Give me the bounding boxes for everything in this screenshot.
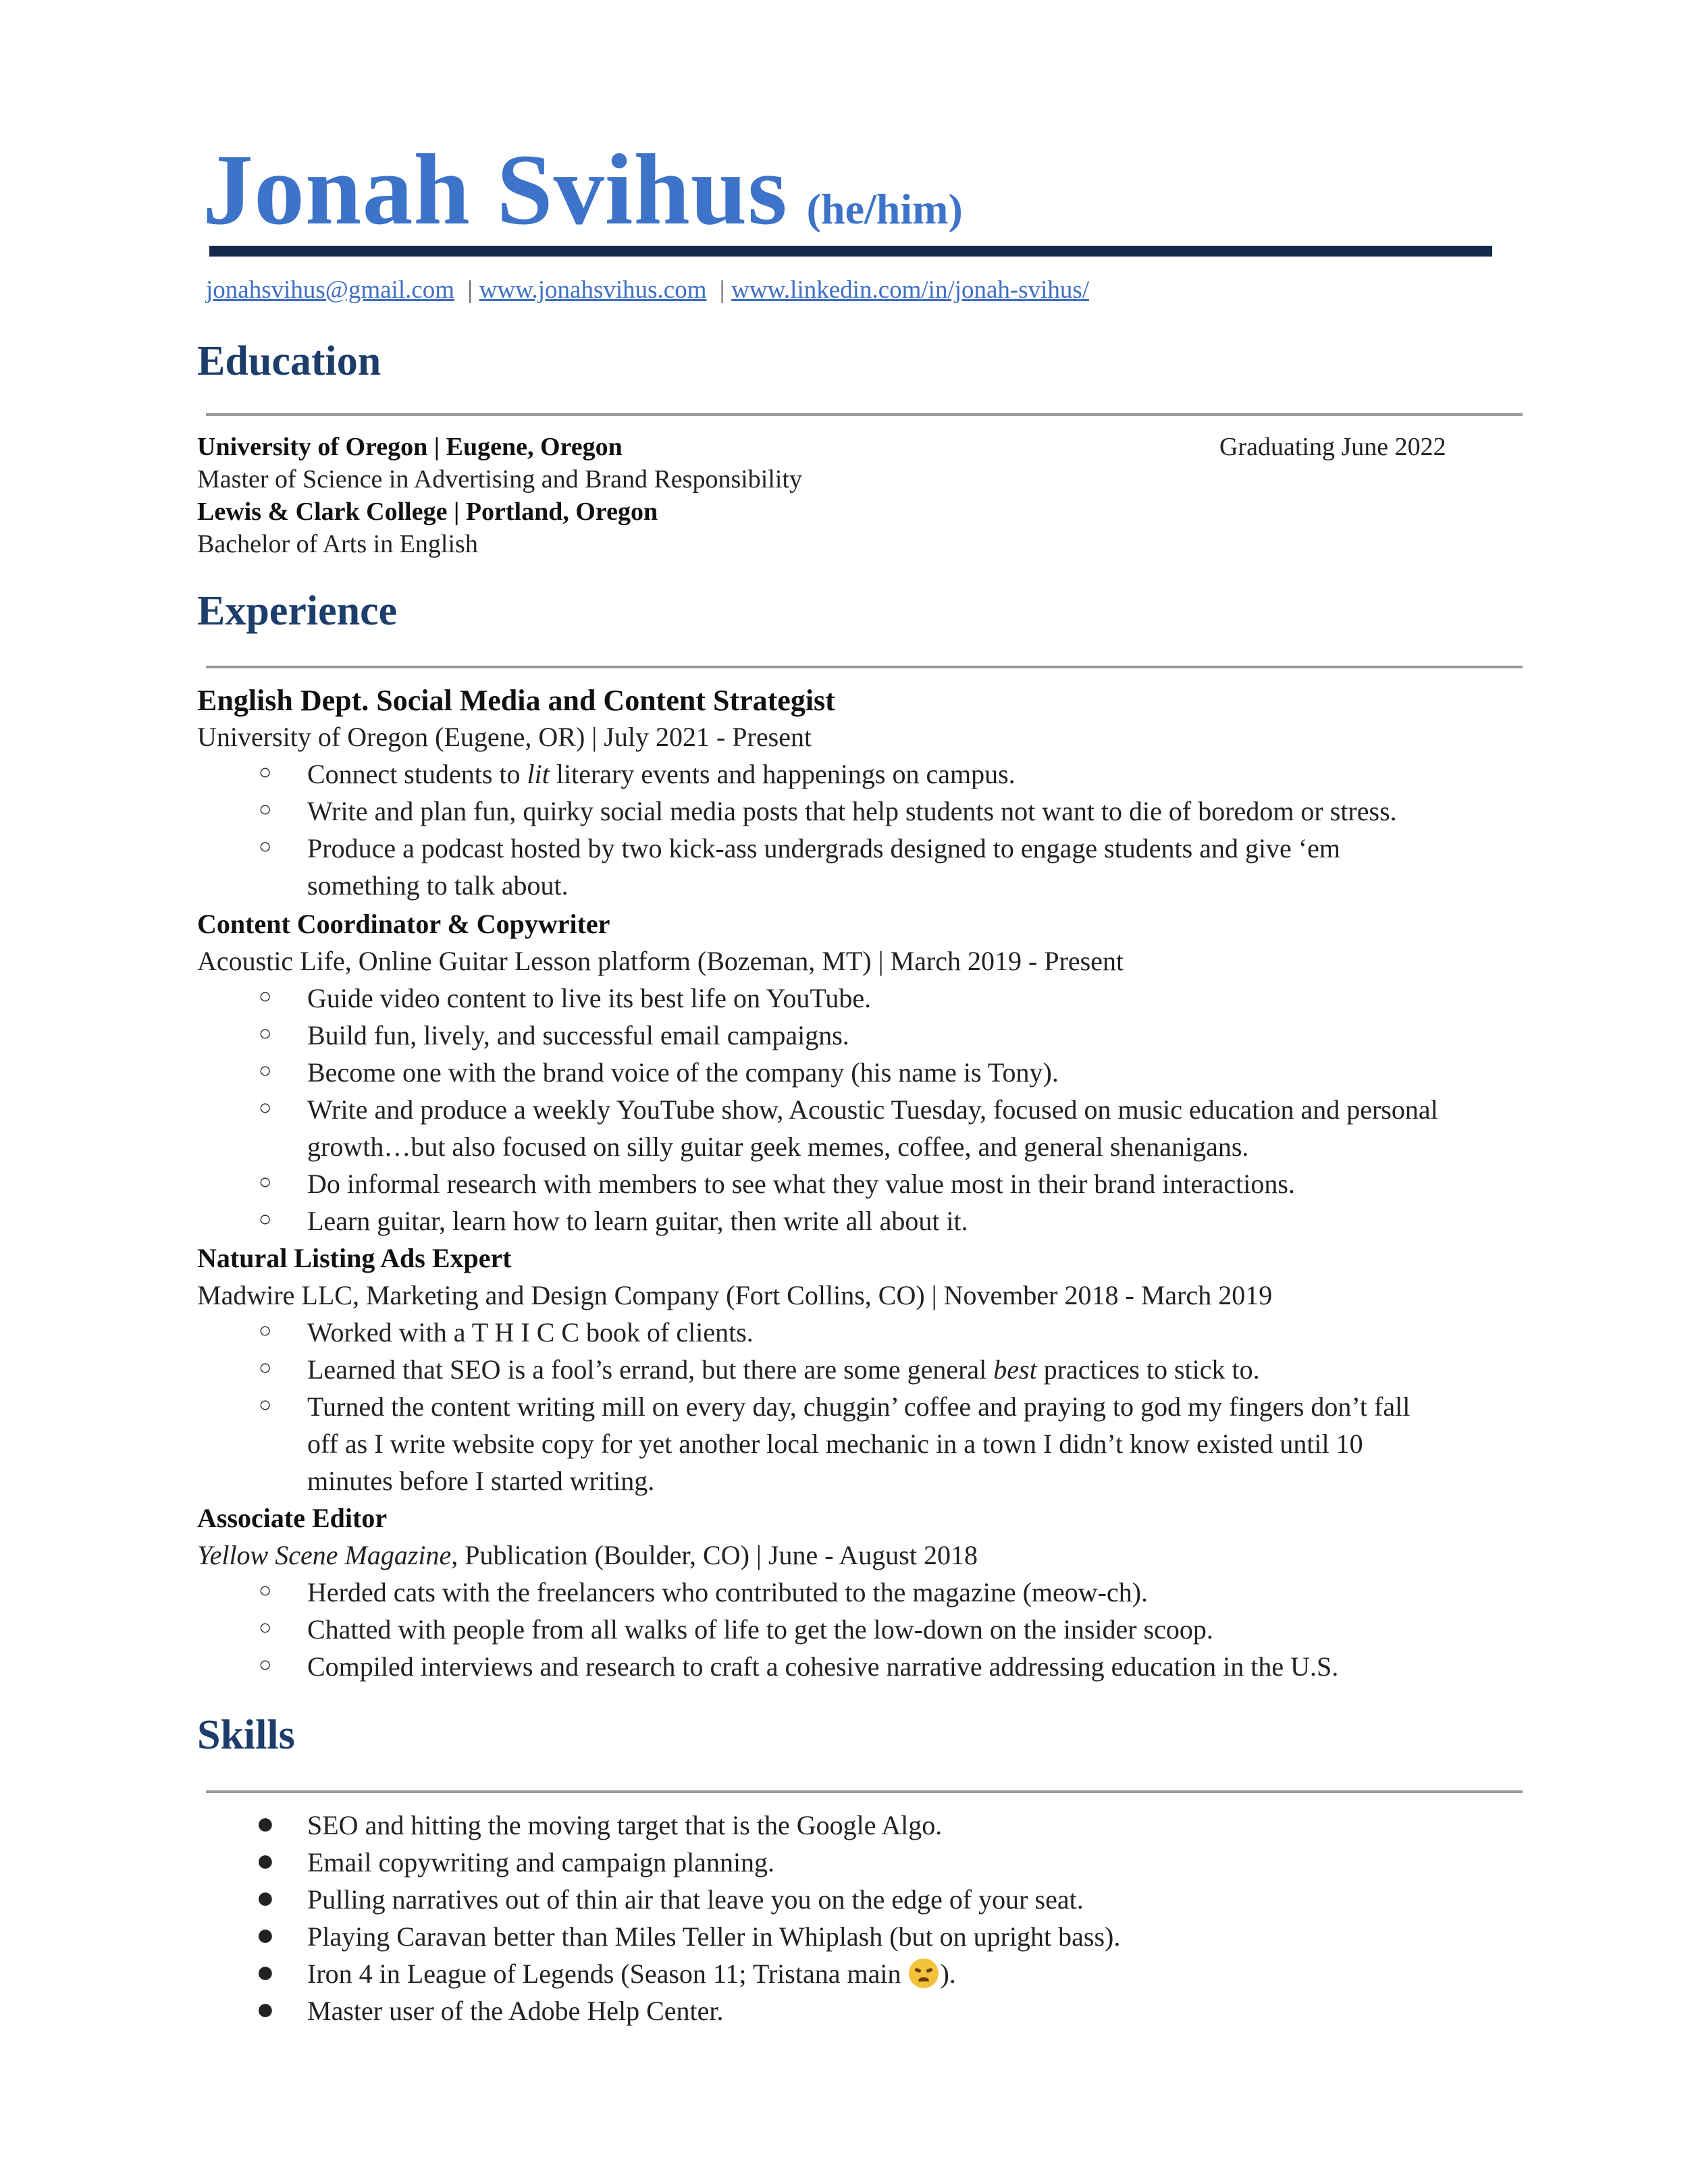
hollow-bullet-icon: ○ bbox=[259, 1206, 272, 1231]
linkedin-link[interactable]: www.linkedin.com/in/jonah-svihus/ bbox=[731, 276, 1090, 304]
hollow-bullet-icon: ○ bbox=[259, 1392, 272, 1416]
solid-bullet-icon: ● bbox=[256, 1843, 275, 1877]
hollow-bullet-icon: ○ bbox=[259, 1355, 272, 1379]
list-item: ● Email copywriting and campaign planning. bbox=[256, 1843, 775, 1877]
solid-bullet-icon: ● bbox=[256, 1954, 275, 1989]
hollow-bullet-icon: ○ bbox=[259, 1058, 272, 1082]
list-item: ○ Compiled interviews and research to craft a cohesive narrative addressing education in the U.S. bbox=[259, 1651, 1339, 1682]
publication-name: Yellow Scene Magazine bbox=[197, 1540, 452, 1570]
job-org-4: Yellow Scene Magazine, Publication (Boulder, CO) | June - August 2018 bbox=[197, 1540, 978, 1570]
name-heading bbox=[203, 132, 963, 248]
hollow-bullet-icon: ○ bbox=[259, 1021, 272, 1045]
list-item: ○ Turned the content writing mill on every day, chuggin’ coffee and praying to god my fingers don’t fall bbox=[259, 1391, 1410, 1422]
steam-face-icon bbox=[909, 1959, 939, 1988]
section-divider bbox=[206, 1790, 1523, 1793]
hollow-bullet-icon: ○ bbox=[259, 984, 272, 1008]
section-divider bbox=[206, 413, 1523, 416]
list-item: ● Playing Caravan better than Miles Teller in Whiplash (but on upright bass). bbox=[256, 1917, 1121, 1952]
degree-2: Bachelor of Arts in English bbox=[197, 530, 478, 558]
hollow-bullet-icon: ○ bbox=[259, 834, 272, 858]
hollow-bullet-icon: ○ bbox=[259, 1578, 272, 1602]
graduation-date: Graduating June 2022 bbox=[1219, 433, 1446, 461]
hollow-bullet-icon: ○ bbox=[259, 1169, 272, 1194]
solid-bullet-icon: ● bbox=[256, 1917, 275, 1952]
list-item: ○ Learned that SEO is a fool’s errand, but there are some general best practices to stick to. bbox=[259, 1354, 1260, 1385]
hollow-bullet-icon: ○ bbox=[259, 1615, 272, 1639]
job-org-3: Madwire LLC, Marketing and Design Company (Fort Collins, CO) | November 2018 - March 2019 bbox=[197, 1280, 1273, 1310]
list-item: ● Iron 4 in League of Legends (Season 11; Tristana main ). bbox=[256, 1954, 956, 1989]
list-item: ○ Connect students to lit literary events and happenings on campus. bbox=[259, 759, 1016, 789]
job-title-1: English Dept. Social Media and Content Strategist bbox=[197, 684, 835, 717]
list-item: ● SEO and hitting the moving target that is the Google Algo. bbox=[256, 1806, 943, 1840]
contact-line bbox=[206, 275, 1089, 304]
list-item: ○ Learn guitar, learn how to learn guitar, then write all about it. bbox=[259, 1206, 968, 1236]
hollow-bullet-icon: ○ bbox=[259, 1652, 272, 1676]
job-title-4: Associate Editor bbox=[197, 1503, 388, 1533]
degree-1: Master of Science in Advertising and Brand Responsibility bbox=[197, 465, 803, 494]
list-item: ○ Build fun, lively, and successful email campaigns. bbox=[259, 1020, 849, 1050]
list-item: ○ Guide video content to live its best life on YouTube. bbox=[259, 983, 872, 1013]
list-item: ○ Write and plan fun, quirky social media posts that help students not want to die of boredom or stress. bbox=[259, 796, 1397, 826]
list-item: ○ Herded cats with the freelancers who contributed to the magazine (meow-ch). bbox=[259, 1577, 1149, 1607]
skills-heading: Skills bbox=[197, 1712, 295, 1758]
job-org-1: University of Oregon (Eugene, OR) | July 2021 - Present bbox=[197, 722, 812, 752]
experience-heading: Experience bbox=[197, 588, 398, 634]
solid-bullet-icon: ● bbox=[256, 1880, 275, 1915]
list-item: ● Pulling narratives out of thin air that leave you on the edge of your seat. bbox=[256, 1880, 1084, 1915]
full-name: Jonah Svihus bbox=[203, 134, 788, 246]
list-item-continuation: growth…but also focused on silly guitar geek memes, coffee, and general shenanigans. bbox=[307, 1131, 1249, 1162]
job-org-2: Acoustic Life, Online Guitar Lesson platform (Bozeman, MT) | March 2019 - Present bbox=[197, 946, 1124, 976]
contact-separator: | bbox=[719, 276, 725, 304]
list-item: ○ Become one with the brand voice of the company (his name is Tony). bbox=[259, 1057, 1059, 1088]
list-item-continuation: minutes before I started writing. bbox=[307, 1466, 655, 1496]
list-item: ○ Chatted with people from all walks of life to get the low-down on the insider scoop. bbox=[259, 1614, 1213, 1645]
job-title-2: Content Coordinator & Copywriter bbox=[197, 909, 610, 939]
list-item: ○ Do informal research with members to see what they value most in their brand interactions. bbox=[259, 1169, 1295, 1199]
list-item: ○ Write and produce a weekly YouTube show, Acoustic Tuesday, focused on music education and personal bbox=[259, 1094, 1438, 1125]
email-link[interactable]: jonahsvihus@gmail.com bbox=[206, 276, 455, 304]
section-divider bbox=[206, 666, 1523, 668]
list-item: ○ Worked with a T H I C C book of clients. bbox=[259, 1317, 754, 1348]
pronouns: (he/him) bbox=[806, 185, 963, 233]
school-2: Lewis & Clark College | Portland, Oregon bbox=[197, 498, 658, 526]
job-title-3: Natural Listing Ads Expert bbox=[197, 1243, 512, 1273]
education-heading: Education bbox=[197, 338, 381, 384]
contact-separator: | bbox=[467, 276, 473, 304]
hollow-bullet-icon: ○ bbox=[259, 1095, 272, 1119]
solid-bullet-icon: ● bbox=[256, 1806, 275, 1840]
hollow-bullet-icon: ○ bbox=[259, 1318, 272, 1342]
list-item-continuation: off as I write website copy for yet another local mechanic in a town I didn’t know existed until 10 bbox=[307, 1429, 1363, 1459]
hollow-bullet-icon: ○ bbox=[259, 760, 272, 784]
website-link[interactable]: www.jonahsvihus.com bbox=[479, 276, 707, 304]
list-item: ● Master user of the Adobe Help Center. bbox=[256, 1992, 724, 2026]
hollow-bullet-icon: ○ bbox=[259, 797, 272, 821]
solid-bullet-icon: ● bbox=[256, 1992, 275, 2026]
list-item: ○ Produce a podcast hosted by two kick-ass undergrads designed to engage students and give ‘em bbox=[259, 833, 1340, 863]
list-item-continuation: something to talk about. bbox=[307, 870, 569, 901]
school-1: University of Oregon | Eugene, Oregon bbox=[197, 433, 623, 461]
title-divider bbox=[209, 246, 1492, 257]
